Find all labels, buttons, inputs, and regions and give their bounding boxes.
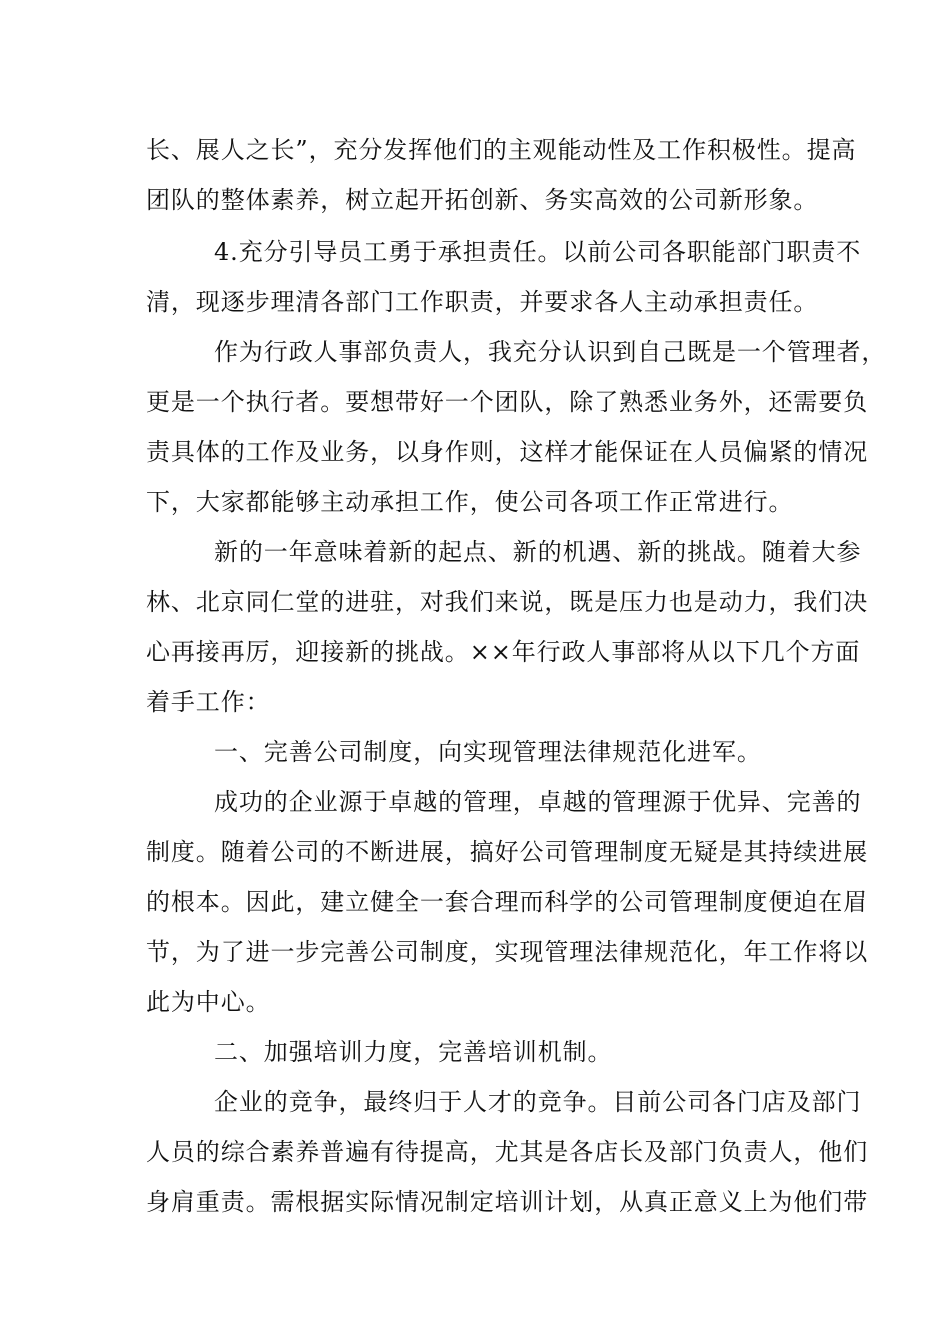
- text-line: 二、加强培训力度，完善培训机制。: [214, 1038, 613, 1066]
- text-line: 作为行政人事部负责人，我充分认识到自己既是一个管理者，: [214, 338, 887, 366]
- text-line: 一、完善公司制度，向实现管理法律规范化进军。: [214, 738, 762, 766]
- text-line: 制度。随着公司的不断进展，搞好公司管理制度无疑是其持续进展: [146, 838, 869, 866]
- text-line: 此为中心。: [146, 988, 271, 1016]
- text-line: 清，现逐步理清各部门工作职责，并要求各人主动承担责任。: [146, 288, 819, 316]
- text-line: 团队的整体素养，树立起开拓创新、务实高效的公司新形象。: [146, 186, 819, 214]
- text-line: 林、北京同仁堂的进驻，对我们来说，既是压力也是动力，我们决: [146, 588, 869, 616]
- text-line: 的根本。因此，建立健全一套合理而科学的公司管理制度便迫在眉: [146, 888, 869, 916]
- text-line: 心再接再厉，迎接新的挑战。××年行政人事部将从以下几个方面: [146, 638, 861, 666]
- text-line: 着手工作：: [146, 688, 271, 716]
- text-line: 更是一个执行者。要想带好一个团队，除了熟悉业务外，还需要负: [146, 388, 869, 416]
- text-line: 责具体的工作及业务，以身作则，这样才能保证在人员偏紧的情况: [146, 438, 869, 466]
- text-line: 身肩重责。需根据实际情况制定培训计划，从真正意义上为他们带: [146, 1188, 869, 1216]
- text-line: 长、展人之长”，充分发挥他们的主观能动性及工作积极性。提高: [146, 136, 857, 164]
- text-line: 下，大家都能够主动承担工作，使公司各项工作正常进行。: [146, 488, 794, 516]
- text-line: 企业的竞争，最终归于人才的竞争。目前公司各门店及部门: [214, 1088, 862, 1116]
- text-line: 新的一年意味着新的起点、新的机遇、新的挑战。随着大参: [214, 538, 862, 566]
- text-line: 4.充分引导员工勇于承担责任。以前公司各职能部门职责不: [214, 238, 862, 266]
- text-line: 节，为了进一步完善公司制度，实现管理法律规范化，年工作将以: [146, 938, 869, 966]
- text-line: 人员的综合素养普遍有待提高，尤其是各店长及部门负责人，他们: [146, 1138, 869, 1166]
- text-line: 成功的企业源于卓越的管理，卓越的管理源于优异、完善的: [214, 788, 862, 816]
